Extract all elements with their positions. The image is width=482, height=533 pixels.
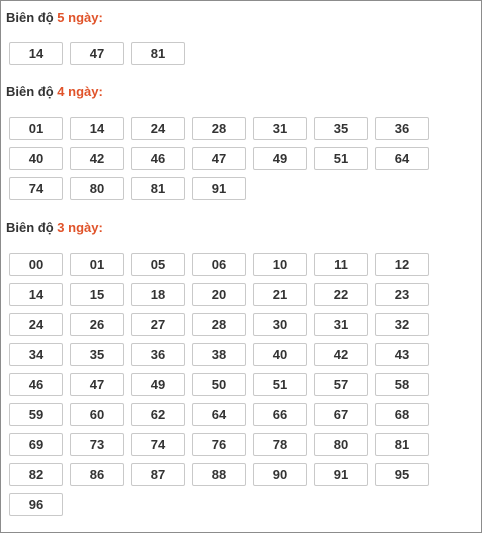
heading-label: Biên độ <box>6 10 54 25</box>
number-cell: 31 <box>314 313 368 336</box>
number-cell: 05 <box>131 253 185 276</box>
heading-days-count: 3 ngày: <box>57 220 103 235</box>
number-cell: 81 <box>131 177 185 200</box>
number-cell: 69 <box>9 433 63 456</box>
number-cell: 74 <box>131 433 185 456</box>
number-cell: 34 <box>9 343 63 366</box>
number-cell: 35 <box>70 343 124 366</box>
number-cell: 58 <box>375 373 429 396</box>
number-cell: 31 <box>253 117 307 140</box>
number-cell: 62 <box>131 403 185 426</box>
number-cell: 36 <box>375 117 429 140</box>
number-grid-3-days <box>9 253 429 516</box>
number-cell: 73 <box>70 433 124 456</box>
number-cell: 23 <box>375 283 429 306</box>
number-cell: 42 <box>70 147 124 170</box>
number-cell: 76 <box>192 433 246 456</box>
number-cell: 81 <box>375 433 429 456</box>
number-cell: 91 <box>314 463 368 486</box>
number-grid-5-days <box>9 42 429 65</box>
number-cell: 20 <box>192 283 246 306</box>
number-cell: 42 <box>314 343 368 366</box>
number-cell: 14 <box>70 117 124 140</box>
number-cell: 46 <box>9 373 63 396</box>
number-cell: 51 <box>253 373 307 396</box>
number-cell: 87 <box>131 463 185 486</box>
number-cell: 11 <box>314 253 368 276</box>
section-heading-5-days <box>6 10 103 25</box>
number-cell: 80 <box>70 177 124 200</box>
number-cell: 88 <box>192 463 246 486</box>
heading-days-count: 4 ngày: <box>57 84 103 99</box>
number-cell: 14 <box>9 42 63 65</box>
number-cell: 15 <box>70 283 124 306</box>
number-cell: 46 <box>131 147 185 170</box>
number-cell: 49 <box>131 373 185 396</box>
number-cell: 64 <box>192 403 246 426</box>
number-cell: 10 <box>253 253 307 276</box>
number-cell: 90 <box>253 463 307 486</box>
number-cell: 30 <box>253 313 307 336</box>
number-cell: 00 <box>9 253 63 276</box>
number-cell: 95 <box>375 463 429 486</box>
number-cell: 57 <box>314 373 368 396</box>
number-cell: 66 <box>253 403 307 426</box>
number-cell: 18 <box>131 283 185 306</box>
number-cell: 47 <box>70 42 124 65</box>
number-cell: 82 <box>9 463 63 486</box>
number-cell: 01 <box>70 253 124 276</box>
number-cell: 59 <box>9 403 63 426</box>
number-cell: 43 <box>375 343 429 366</box>
number-cell: 06 <box>192 253 246 276</box>
number-cell: 60 <box>70 403 124 426</box>
heading-label: Biên độ <box>6 220 54 235</box>
number-cell: 80 <box>314 433 368 456</box>
number-cell: 12 <box>375 253 429 276</box>
number-cell: 35 <box>314 117 368 140</box>
number-cell: 91 <box>192 177 246 200</box>
number-cell: 47 <box>70 373 124 396</box>
number-cell: 47 <box>192 147 246 170</box>
number-cell: 21 <box>253 283 307 306</box>
number-cell: 40 <box>9 147 63 170</box>
number-cell: 96 <box>9 493 63 516</box>
number-cell: 24 <box>9 313 63 336</box>
number-cell: 74 <box>9 177 63 200</box>
number-cell: 26 <box>70 313 124 336</box>
number-cell: 64 <box>375 147 429 170</box>
number-cell: 49 <box>253 147 307 170</box>
number-cell: 01 <box>9 117 63 140</box>
number-cell: 24 <box>131 117 185 140</box>
number-cell: 68 <box>375 403 429 426</box>
section-heading-4-days <box>6 84 103 99</box>
number-cell: 51 <box>314 147 368 170</box>
section-heading-3-days <box>6 220 103 235</box>
number-cell: 32 <box>375 313 429 336</box>
number-cell: 36 <box>131 343 185 366</box>
number-cell: 38 <box>192 343 246 366</box>
number-cell: 78 <box>253 433 307 456</box>
number-grid-4-days <box>9 117 429 200</box>
number-cell: 81 <box>131 42 185 65</box>
number-cell: 86 <box>70 463 124 486</box>
heading-label: Biên độ <box>6 84 54 99</box>
number-cell: 40 <box>253 343 307 366</box>
number-cell: 28 <box>192 117 246 140</box>
heading-days-count: 5 ngày: <box>57 10 103 25</box>
number-cell: 28 <box>192 313 246 336</box>
number-cell: 67 <box>314 403 368 426</box>
number-cell: 22 <box>314 283 368 306</box>
number-cell: 50 <box>192 373 246 396</box>
number-cell: 27 <box>131 313 185 336</box>
number-cell: 14 <box>9 283 63 306</box>
